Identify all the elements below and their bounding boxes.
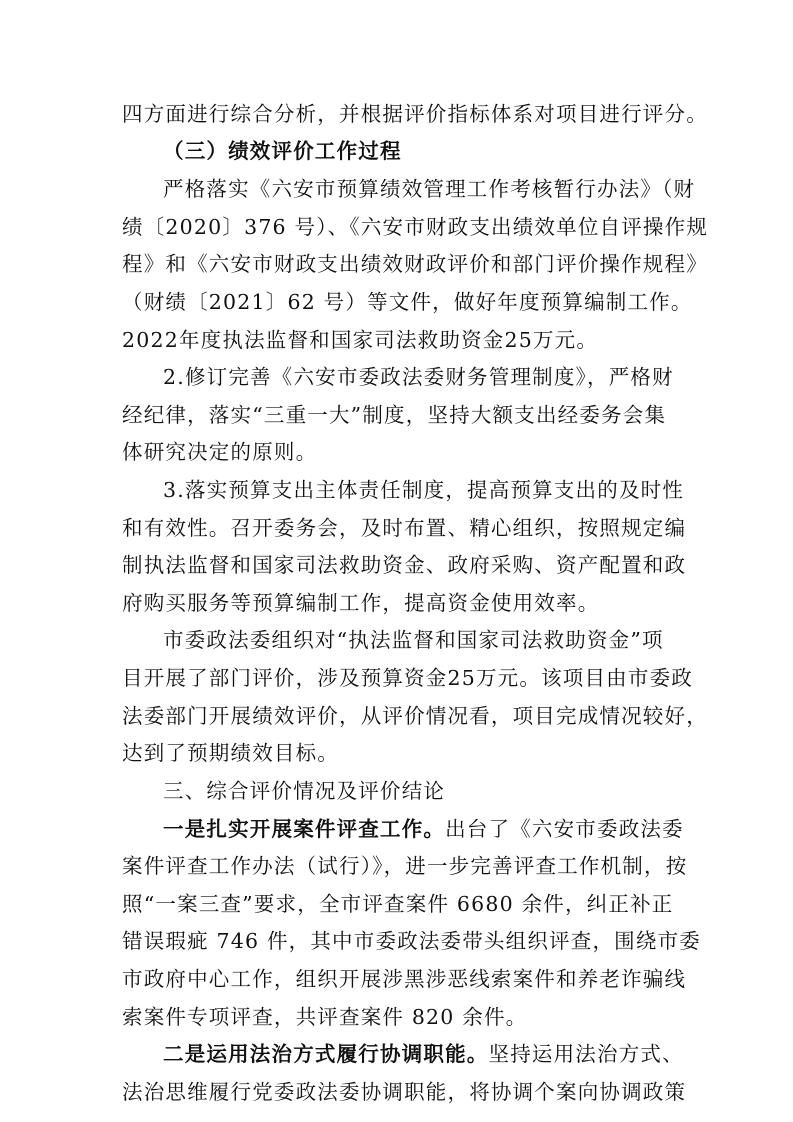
text-line: 照“一案三查”要求，全市评查案件 6680 余件，纠正补正 — [122, 892, 674, 916]
text-line: 市委政法委组织对“执法监督和国家司法救助资金”项 — [163, 628, 664, 652]
text-line: 错误瑕疵 746 件，其中市委政法委带头组织评查，围绕市委 — [122, 929, 701, 953]
paragraph-first-point — [163, 815, 793, 843]
text-line: 府购买服务等预算编制工作，提高资金使用效率。 — [122, 591, 600, 615]
text-line: 2022年度执法监督和国家司法救助资金25万元。 — [122, 328, 599, 352]
text-line: （财绩〔2021〕62 号）等文件，做好年度预算编制工作。 — [122, 290, 693, 314]
second-point-lead: 二是运用法治方式履行协调职能。 — [163, 1042, 489, 1066]
text-line: 案件评查工作办法（试行）》，进一步完善评查工作机制，按 — [122, 854, 688, 878]
text-line: 经纪律，落实“三重一大”制度，坚持大额支出经委务会集 — [122, 403, 667, 427]
text-line: 达到了预期绩效目标。 — [122, 741, 339, 765]
text-line: 制执法监督和国家司法救助资金、政府采购、资产配置和政 — [122, 553, 687, 577]
text-line: 索案件专项评查，共评查案件 820 余件。 — [122, 1005, 528, 1029]
paragraph-second-point — [163, 1040, 793, 1068]
text-line: 目开展了部门评价，涉及预算资金25万元。该项目由市委政 — [122, 666, 693, 690]
text-line: 3.落实预算支出主体责任制度，提高预算支出的及时性 — [163, 478, 685, 502]
first-point-lead: 一是扎实开展案件评查工作。 — [163, 817, 446, 841]
text-line: 和有效性。召开委务会，及时布置、精心组织，按照规定编 — [122, 516, 687, 540]
text-line: 程》和《六安市财政支出绩效财政评价和部门评价操作规程》 — [122, 252, 708, 276]
text-line: 四方面进行综合分析，并根据评价指标体系对项目进行评分。 — [122, 102, 708, 126]
text-line: 法治思维履行党委政法委协调职能，将协调个案向协调政策 — [122, 1080, 687, 1104]
text-line: 市政府中心工作，组织开展涉黑涉恶线索案件和养老诈骗线 — [122, 967, 687, 991]
second-point-text: 坚持运用法治方式、 — [488, 1042, 684, 1066]
section-heading-conclusion: 三、综合评价情况及评价结论 — [163, 779, 446, 803]
section-heading-process: （三）绩效评价工作过程 — [163, 139, 402, 163]
first-point-text: 出台了《六安市委政法委 — [445, 817, 684, 841]
text-line: 严格落实《六安市预算绩效管理工作考核暂行办法》（财 — [163, 177, 696, 201]
text-line: 法委部门开展绩效评价，从评价情况看，项目完成情况较好， — [122, 704, 708, 728]
text-line: 体研究决定的原则。 — [122, 440, 318, 464]
text-line: 2.修订完善《六安市委政法委财务管理制度》，严格财 — [163, 365, 674, 389]
text-line: 绩〔2020〕376 号）、《六安市财政支出绩效单位自评操作规 — [122, 215, 709, 239]
